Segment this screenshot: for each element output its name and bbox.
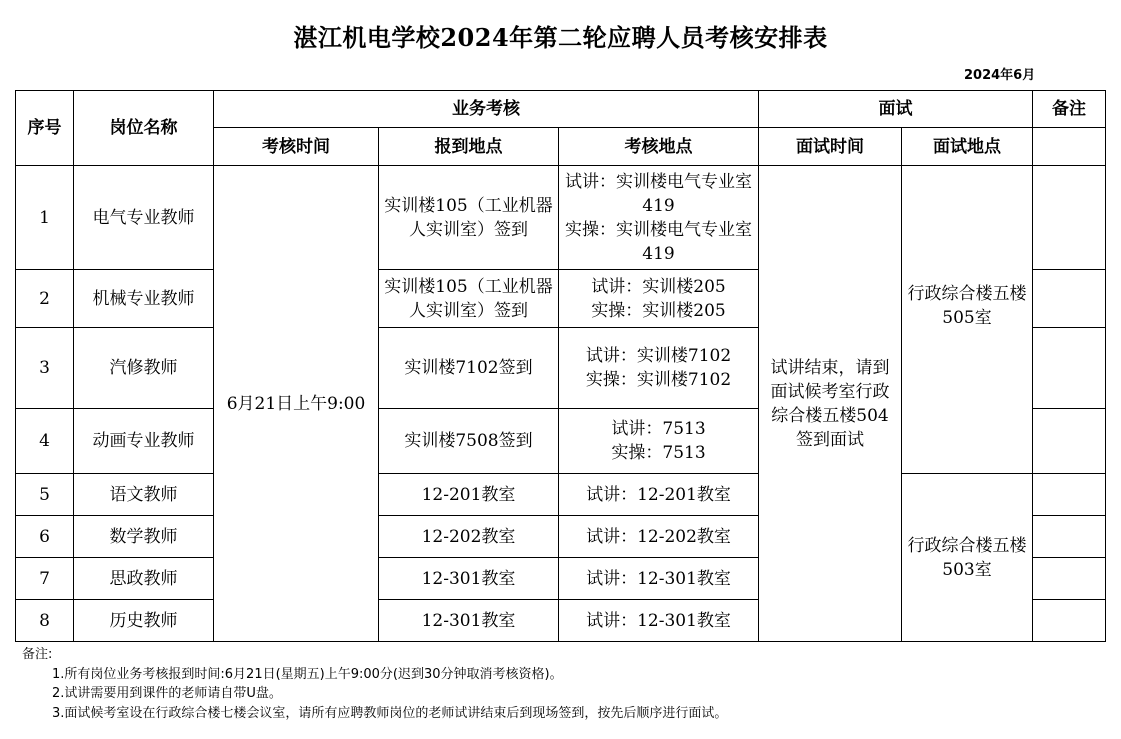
header-exam-time: 考核时间 — [214, 128, 379, 166]
row-remark — [1033, 474, 1106, 516]
exam-line: 试讲：12-202教室 — [586, 526, 731, 547]
row-position: 历史教师 — [74, 600, 214, 642]
notes-section — [22, 645, 727, 723]
note-item: 1.所有岗位业务考核报到时间:6月21日(星期五)上午9:00分(迟到30分钟取消考核资格)。 — [52, 666, 563, 682]
row-remark — [1033, 558, 1106, 600]
header-interview-place: 面试地点 — [902, 128, 1033, 166]
note-item: 2.试讲需要用到课件的老师请自带U盘。 — [52, 686, 282, 701]
row-exam-place — [559, 600, 759, 642]
row-exam-place — [559, 270, 759, 328]
row-position: 数学教师 — [74, 516, 214, 558]
row-exam-place — [559, 409, 759, 474]
row-checkin: 实训楼7508签到 — [379, 409, 559, 474]
header-position: 岗位名称 — [74, 91, 214, 166]
exam-line: 试讲：7513 — [611, 419, 706, 439]
row-remark — [1033, 600, 1106, 642]
exam-line: 试讲：12-301教室 — [586, 610, 731, 631]
row-checkin: 实训楼105（工业机器人实训室）签到 — [379, 166, 559, 270]
row-position: 汽修教师 — [74, 328, 214, 409]
header-interview-time: 面试时间 — [759, 128, 902, 166]
row-checkin: 实训楼7102签到 — [379, 328, 559, 409]
header-business: 业务考核 — [214, 91, 759, 128]
document-date: 2024年6月 — [964, 68, 1036, 83]
interview-time-cell: 试讲结束，请到面试候考室行政综合楼五楼504签到面试 — [759, 166, 902, 642]
header-exam-place: 考核地点 — [559, 128, 759, 166]
exam-line: 实操：实训楼205 — [591, 300, 726, 321]
row-exam-place — [559, 516, 759, 558]
row-position: 机械专业教师 — [74, 270, 214, 328]
row-seq: 4 — [16, 409, 74, 474]
header-row-1 — [16, 91, 1106, 128]
schedule-table — [15, 90, 1106, 642]
row-exam-place — [559, 558, 759, 600]
header-checkin-place: 报到地点 — [379, 128, 559, 166]
table-row — [16, 166, 1106, 270]
row-remark — [1033, 166, 1106, 270]
header-remark-sub — [1033, 128, 1106, 166]
row-seq: 8 — [16, 600, 74, 642]
interview-place-text: 行政综合楼五楼505室 — [907, 283, 1027, 328]
exam-line: 试讲：12-301教室 — [586, 568, 731, 589]
row-seq: 2 — [16, 270, 74, 328]
row-exam-place — [559, 474, 759, 516]
exam-line: 试讲：实训楼7102 — [585, 346, 732, 366]
exam-line: 试讲：实训楼205 — [591, 276, 726, 297]
row-checkin: 12-202教室 — [379, 516, 559, 558]
row-checkin: 12-301教室 — [379, 600, 559, 642]
header-remark: 备注 — [1033, 91, 1106, 128]
exam-time-cell: 6月21日上午9:00 — [214, 166, 379, 642]
table-row — [16, 474, 1106, 516]
row-seq: 6 — [16, 516, 74, 558]
notes-label: 备注: — [22, 647, 53, 662]
interview-place-cell — [902, 474, 1033, 642]
row-checkin: 12-301教室 — [379, 558, 559, 600]
exam-line: 实操：7513 — [611, 443, 706, 463]
row-remark — [1033, 270, 1106, 328]
document-title: 湛江机电学校2024年第二轮应聘人员考核安排表 — [293, 23, 828, 52]
row-seq: 5 — [16, 474, 74, 516]
row-exam-place — [559, 328, 759, 409]
row-remark — [1033, 516, 1106, 558]
row-position: 语文教师 — [74, 474, 214, 516]
row-checkin: 12-201教室 — [379, 474, 559, 516]
header-seq: 序号 — [16, 91, 74, 166]
exam-line: 实操：实训楼7102 — [585, 370, 732, 390]
row-seq: 3 — [16, 328, 74, 409]
row-remark — [1033, 409, 1106, 474]
row-remark — [1033, 328, 1106, 409]
row-seq: 7 — [16, 558, 74, 600]
interview-place-cell — [902, 166, 1033, 474]
header-interview: 面试 — [759, 91, 1033, 128]
exam-line: 试讲：12-201教室 — [586, 484, 731, 505]
row-exam-place — [559, 166, 759, 270]
row-position: 电气专业教师 — [74, 166, 214, 270]
row-position: 思政教师 — [74, 558, 214, 600]
row-checkin: 实训楼105（工业机器人实训室）签到 — [379, 270, 559, 328]
interview-place-text: 行政综合楼五楼503室 — [907, 535, 1027, 580]
note-item: 3.面试候考室设在行政综合楼七楼会议室，请所有应聘教师岗位的老师试讲结束后到现场签到，按先后顺序进行面试。 — [52, 705, 728, 721]
exam-line: 实操：实训楼电气专业室419 — [565, 219, 753, 264]
row-seq: 1 — [16, 166, 74, 270]
exam-line: 试讲：实训楼电气专业室419 — [565, 171, 753, 216]
row-position: 动画专业教师 — [74, 409, 214, 474]
